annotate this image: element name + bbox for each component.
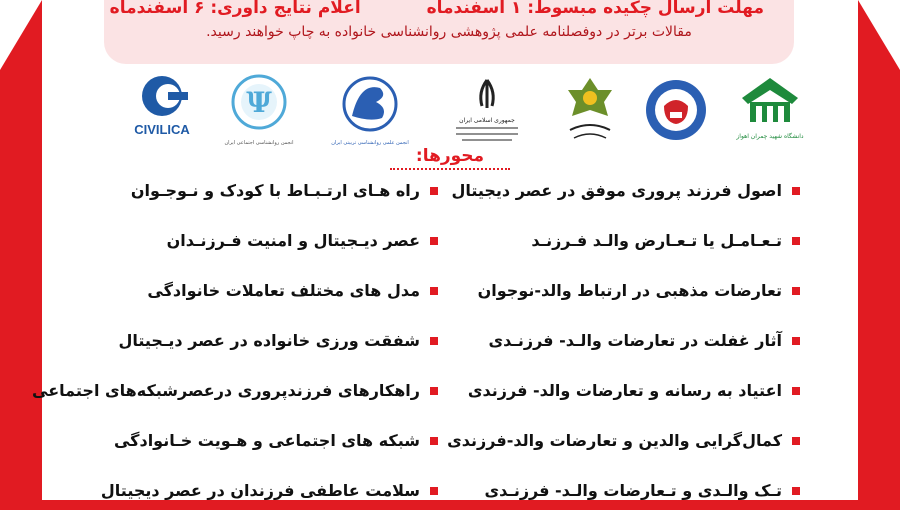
psychology-society-logo	[636, 72, 716, 152]
list-item: راهکارهای فرزندپروری درعصرشبکه‌های اجتماعی	[58, 380, 438, 410]
axes-title-text: محورها:	[415, 146, 485, 166]
islamic-center-logo	[442, 72, 532, 152]
list-item: مدل های مختلف تعاملات خانوادگی	[58, 280, 438, 310]
bullet-icon	[430, 237, 438, 245]
bullet-icon	[792, 187, 800, 195]
list-item: کمال‌گرایی والدین و تعارضات والد-فرزندی	[420, 430, 800, 460]
psych-assoc-text: انجمن روانشناسی اجتماعی ایران	[224, 140, 294, 146]
list-item: آثار غفلت در تعارضات والـد- فرزنـدی	[420, 330, 800, 360]
left-red-band	[0, 0, 42, 500]
deadline-row	[104, 0, 794, 22]
submission-deadline: مهلت ارسال چکیده مبسوط: ۱ اسفندماه	[426, 0, 764, 18]
bullet-icon	[792, 387, 800, 395]
bullet-icon	[430, 437, 438, 445]
right-red-band	[858, 0, 900, 500]
ahvaz-university-logo	[732, 72, 808, 152]
bullet-icon	[792, 287, 800, 295]
bullet-icon	[430, 337, 438, 345]
civilica-text: CIVILICA	[134, 122, 190, 137]
list-item: تـعـامـل یا تـعـارض والـد فـرزنـد	[420, 230, 800, 260]
bullet-icon	[430, 287, 438, 295]
deadline-header	[104, 0, 794, 64]
psi-icon: Ψ	[246, 86, 272, 119]
list-item: اصول فرزند پروری موفق در عصر دیجیتال	[420, 180, 800, 210]
bullet-icon	[792, 237, 800, 245]
right-notch	[858, 0, 900, 70]
left-notch	[0, 0, 42, 70]
family-institute-logo	[560, 72, 620, 152]
logo-strip	[112, 68, 804, 158]
civilica-logo	[122, 72, 202, 152]
publication-note: مقالات برتر در دوفصلنامه علمی پژوهشی روانشناسی خانواده به چاپ خواهند رسید.	[206, 24, 692, 40]
psych-association-logo	[224, 72, 294, 152]
islamic-center-text: جمهوری اسلامی ایران	[459, 117, 515, 124]
edu-psych-text: انجمن علمی روانشناسی تربیتی ایران	[331, 140, 409, 146]
list-item: اعتیاد به رسانه و تعارضات والد- فرزندی	[420, 380, 800, 410]
bullet-icon	[430, 387, 438, 395]
list-item: تعارضات مذهبی در ارتباط والد-نوجوان	[420, 280, 800, 310]
bullet-icon	[792, 337, 800, 345]
bullet-icon	[430, 187, 438, 195]
axes-heading	[390, 146, 510, 170]
bullet-icon	[792, 437, 800, 445]
list-item: عصر دیـجیتال و امنیت فـرزنـدان	[58, 230, 438, 260]
bullet-icon	[430, 487, 438, 495]
ahvaz-text: دانشگاه شهید چمران اهواز	[736, 133, 804, 140]
bullet-icon	[792, 487, 800, 495]
list-item: راه هـای ارتـبـاط با کودک و نـوجـوان	[58, 180, 438, 210]
list-item: شفقت ورزی خانواده در عصر دیـجیتال	[58, 330, 438, 360]
list-item: تـک والـدی و تـعارضات والـد- فرزنـدی	[420, 480, 800, 510]
edu-psych-logo	[330, 72, 410, 152]
heading-underline	[390, 168, 510, 170]
list-item: شبکه های اجتماعی و هـویت خـانوادگی	[58, 430, 438, 460]
results-date: اعلام نتایج داوری: ۶ اسفندماه	[109, 0, 361, 18]
list-item: سلامت عاطفی فرزندان در عصر دیجیتال	[58, 480, 438, 510]
